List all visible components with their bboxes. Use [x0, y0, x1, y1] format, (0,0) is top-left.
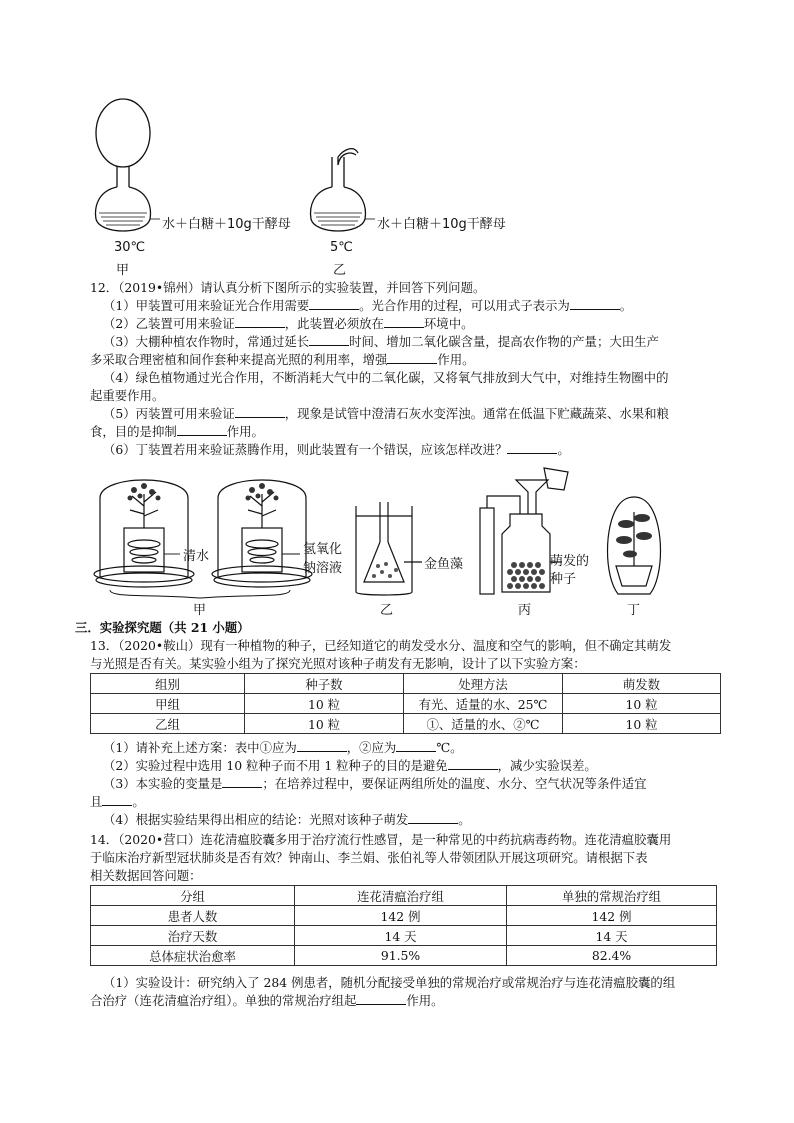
q12-line-1: （1）甲装置可用来验证光合作用需要 。光合作用的过程，可以用式子表示为 。: [103, 298, 633, 313]
label-jinyuzao: 金鱼藻: [424, 557, 464, 572]
q12-line-4: （4）绿色植物通过光合作用，不断消耗大气中的二氧化碳，又将氧气排放到大气中，对维持生物圈中的: [103, 370, 669, 385]
table-cell: 10 粒: [563, 694, 721, 714]
table-header-cell: 单独的常规治疗组: [507, 886, 717, 906]
label-naoh-1: 氢氧化: [303, 542, 343, 557]
q12-line-3: （3）大棚种植农作物时，常通过延长 时间、增加二氧化碳含量，提高农作物的产量；大田生产: [103, 334, 659, 349]
flask-yi-temp: 5℃: [330, 240, 353, 255]
beaker-algae-icon: [356, 502, 422, 595]
q12-line-5b: 食，目的是抑制 作用。: [90, 424, 264, 439]
q14-line-1: 14．（2020•营口）连花清瘟胶囊多用于治疗流行性感冒，是一种常见的中药抗病毒药物。连花清瘟胶囊用: [90, 832, 672, 847]
table-cell: 甲组: [91, 694, 245, 714]
q13-line-1: 13．（2020•鞍山）现有一种植物的种子，已经知道它的萌发受水分、温度和空气的影响，但不确定其萌发: [90, 638, 672, 653]
apparatus-figure: [90, 466, 690, 616]
table-header-cell: 组别: [91, 674, 245, 694]
label-naoh-2: 钠溶液: [303, 561, 343, 576]
table-cell: 总体症状治愈率: [91, 946, 295, 966]
bell-jar-naoh-icon: [212, 480, 312, 587]
q13-sub-3: （3）本实验的变量是 ；在培养过程中，要保证两组所处的温度、水分、空气状况等条件适宜: [103, 776, 647, 791]
caption-ding: 丁: [627, 603, 641, 618]
q14-line-2: 于临床治疗新型冠状肺炎是否有效？钟南山、李兰娟、张伯礼等人带领团队开展这项研究。请根据下表: [90, 850, 648, 865]
q14-line-3: 相关数据回答问题：: [90, 868, 202, 883]
q12-line-3b: 多采取合理密植和间作套种来提高光照的利用率，增强 作用。: [90, 352, 475, 367]
table-cell: 患者人数: [91, 906, 295, 926]
yeast-flask-figure: [88, 95, 528, 275]
label-mengfa-1: 萌发的: [550, 554, 590, 569]
q13-table: [90, 673, 721, 734]
table-cell: 14 天: [507, 926, 717, 946]
flask-jia-temp: 30℃: [114, 240, 146, 255]
q13-sub-1: （1）请补充上述方案：表中①应为 ，②应为 ℃。: [103, 740, 463, 755]
q12-title: 12．（2019•锦州）请认真分析下图所示的实验装置，并回答下列问题。: [90, 280, 486, 295]
q12-line-2: （2）乙装置可用来验证 ，此装置必须放在 环境中。: [103, 316, 474, 331]
table-header-cell: 种子数: [245, 674, 404, 694]
q12-line-5: （5）丙装置可用来验证 ，现象是试管中澄清石灰水变浑浊。通常在低温下贮藏蔬菜、水果和粮: [103, 406, 669, 421]
section-title: 三．实验探究题（共 21 小题）: [75, 620, 250, 635]
table-row: [91, 714, 721, 734]
q13-sub-2: （2）实验过程中选用 10 粒种子而不用 1 粒种子的目的是避免 ，减少实验误差。: [103, 758, 597, 773]
q12-line-4b: 起重要作用。: [90, 388, 165, 403]
table-row: [91, 946, 717, 966]
table-cell: 14 天: [295, 926, 507, 946]
table-cell: 82.4%: [507, 946, 717, 966]
table-cell: 91.5%: [295, 946, 507, 966]
table-cell: 10 粒: [245, 714, 404, 734]
plant-bag-icon: [608, 497, 661, 594]
q14-table: [90, 885, 717, 966]
q12-line-6: （6）丁装置若用来验证蒸腾作用，则此装置有一个错误，应该怎样改进？ 。: [103, 442, 570, 457]
flask-yi-label: 水＋白糖＋10g干酵母: [377, 217, 506, 232]
caption-yi: 乙: [380, 603, 394, 618]
table-row: [91, 694, 721, 714]
label-mengfa-2: 种子: [550, 572, 577, 587]
table-header-cell: 连花清瘟治疗组: [295, 886, 507, 906]
bell-jar-water-icon: [94, 480, 194, 587]
table-row: [91, 906, 717, 926]
q13-sub-3b: 且 。: [90, 794, 145, 809]
flask-jia-label: 水＋白糖＋10g干酵母: [162, 217, 291, 232]
table-header-cell: 处理方法: [404, 674, 563, 694]
table-header-cell: 分组: [91, 886, 295, 906]
flask-yi-icon: [311, 149, 366, 231]
flask-jia-caption: 甲: [116, 263, 130, 278]
table-row: [91, 886, 717, 906]
table-cell: 142 例: [295, 906, 507, 926]
table-cell: 10 粒: [563, 714, 721, 734]
table-cell: ①、适量的水、②℃: [404, 714, 563, 734]
table-row: [91, 926, 717, 946]
table-cell: 142 例: [507, 906, 717, 926]
table-cell: 治疗天数: [91, 926, 295, 946]
table-cell: 有光、适量的水、25℃: [404, 694, 563, 714]
flask-jia-icon: [96, 99, 151, 231]
q13-line-2: 与光照是否有关。某实验小组为了探究光照对该种子萌发有无影响，设计了以下实验方案：: [90, 656, 586, 671]
table-header-cell: 萌发数: [563, 674, 721, 694]
q14-sub-1: （1）实验设计：研究纳入了 284 例患者，随机分配接受单独的常规治疗或常规治疗与连花清瘟胶囊的组: [103, 975, 676, 990]
flask-yi-caption: 乙: [333, 263, 347, 278]
table-row: [91, 674, 721, 694]
table-cell: 10 粒: [245, 694, 404, 714]
caption-bing: 丙: [518, 603, 532, 618]
table-cell: 乙组: [91, 714, 245, 734]
q13-sub-4: （4）根据实验结果得出相应的结论：光照对该种子萌发 。: [103, 812, 471, 827]
caption-jia: 甲: [193, 603, 207, 618]
q14-sub-1b: 合治疗（连花清瘟治疗组）。单独的常规治疗组起 作用。: [90, 993, 444, 1008]
label-qingshui: 清水: [183, 549, 210, 564]
